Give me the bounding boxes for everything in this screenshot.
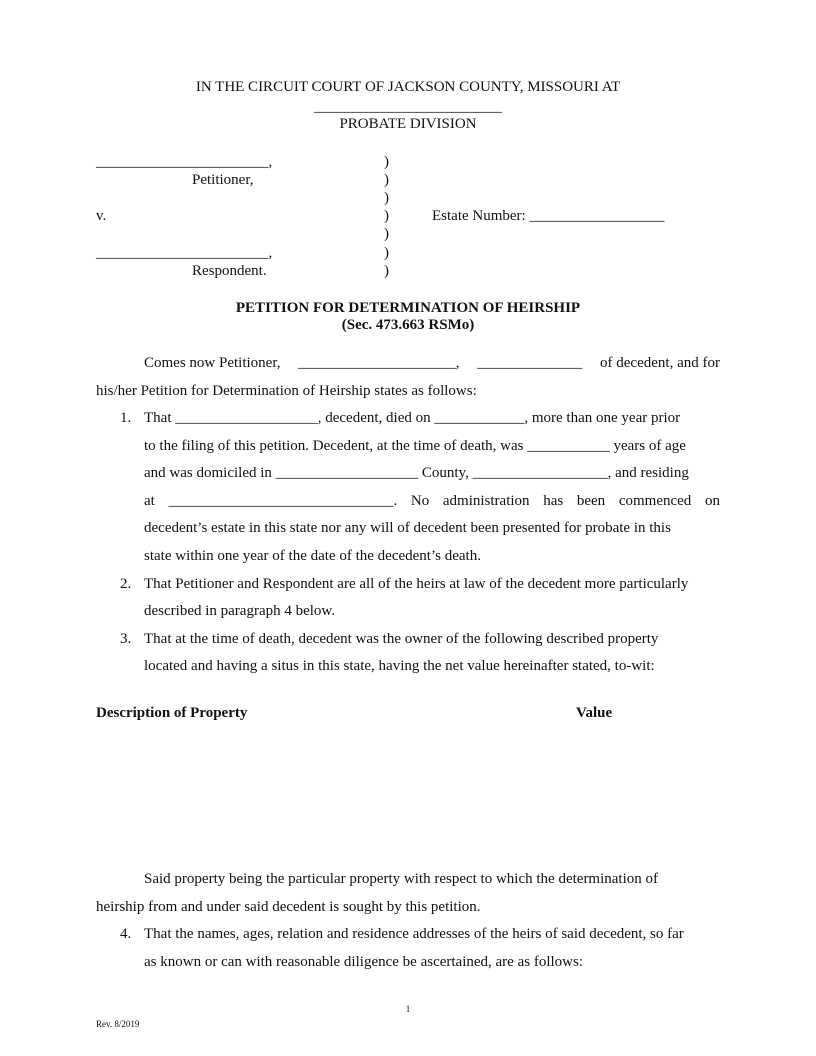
item2-line-1: That Petitioner and Respondent are all of the heirs at law of the decedent more particularly <box>144 576 689 592</box>
item2-line-2: described in paragraph 4 below. <box>144 603 336 619</box>
item1-line-4 <box>144 493 720 510</box>
versus-label: v. <box>96 208 107 224</box>
item1-word: been <box>576 493 606 509</box>
item-number: 4. <box>120 926 132 942</box>
item1-word: commenced <box>618 493 692 509</box>
item3-line-2: located and having a situs in this state, having the net value hereinafter stated, to-wit: <box>144 658 655 674</box>
caption-paren: ) <box>384 154 389 170</box>
intro-text: Comes now Petitioner, <box>144 355 281 371</box>
item1-word: No <box>410 493 430 509</box>
intro-line-1 <box>144 355 720 372</box>
item4-line-1: That the names, ages, relation and residence addresses of the heirs of said decedent, so far <box>144 926 684 942</box>
item-number: 2. <box>120 576 132 592</box>
petition-title: PETITION FOR DETERMINATION OF HEIRSHIP <box>235 300 581 316</box>
residence-blank: ______________________________. <box>168 493 398 509</box>
closing-line-2: heirship from and under said decedent is sought by this petition. <box>96 899 481 915</box>
petition-statute: (Sec. 473.663 RSMo) <box>341 317 475 333</box>
item1-line-3: and was domiciled in ___________________ County, __________________, and residing <box>144 465 689 481</box>
item1-line-6: state within one year of the date of the decedent’s death. <box>144 548 481 564</box>
caption-paren: ) <box>384 226 389 242</box>
item1-word: has <box>543 493 564 509</box>
page-number: 1 <box>405 1004 411 1014</box>
item1-word: at <box>144 493 155 509</box>
item1-line-2: to the filing of this petition. Decedent, at the time of death, was ___________ years of age <box>144 438 686 454</box>
division-heading: PROBATE DIVISION <box>339 116 477 132</box>
petitioner-name-blank: _______________________, <box>96 154 273 170</box>
item1-line-1: That ___________________, decedent, died on ____________, more than one year prior <box>144 410 681 426</box>
intro-text: of decedent, and for <box>600 355 720 371</box>
item-number: 1. <box>120 410 132 426</box>
caption-paren: ) <box>384 190 389 206</box>
revision-label: Rev. 8/2019 <box>96 1019 140 1029</box>
caption-paren: ) <box>384 263 389 279</box>
caption-paren: ) <box>384 208 389 224</box>
item1-line-5: decedent’s estate in this state nor any will of decedent been presented for probate in this <box>144 520 671 536</box>
court-location-blank: _________________________ <box>314 99 502 115</box>
item3-line-1: That at the time of death, decedent was the owner of the following described property <box>144 631 659 647</box>
item1-word: administration <box>442 493 530 509</box>
caption-paren: ) <box>384 172 389 188</box>
respondent-name-blank: _______________________, <box>96 245 273 261</box>
relationship-blank: ______________ <box>477 355 583 371</box>
closing-line-1: Said property being the particular property with respect to which the determination of <box>144 871 659 887</box>
caption-paren: ) <box>384 245 389 261</box>
property-value-header: Value <box>576 705 613 721</box>
item1-word: on <box>704 493 720 509</box>
estate-number-field: Estate Number: __________________ <box>432 208 665 224</box>
item4-line-2: as known or can with reasonable diligence be ascertained, are as follows: <box>144 954 583 970</box>
intro-line-2: his/her Petition for Determination of Heirship states as follows: <box>96 383 477 399</box>
item-number: 3. <box>120 631 132 647</box>
petitioner-label: Petitioner, <box>192 172 254 188</box>
petitioner-name-blank: _____________________, <box>298 355 460 371</box>
property-description-header: Description of Property <box>96 705 248 721</box>
respondent-label: Respondent. <box>192 263 267 279</box>
court-heading: IN THE CIRCUIT COURT OF JACKSON COUNTY, MISSOURI AT <box>195 79 621 95</box>
